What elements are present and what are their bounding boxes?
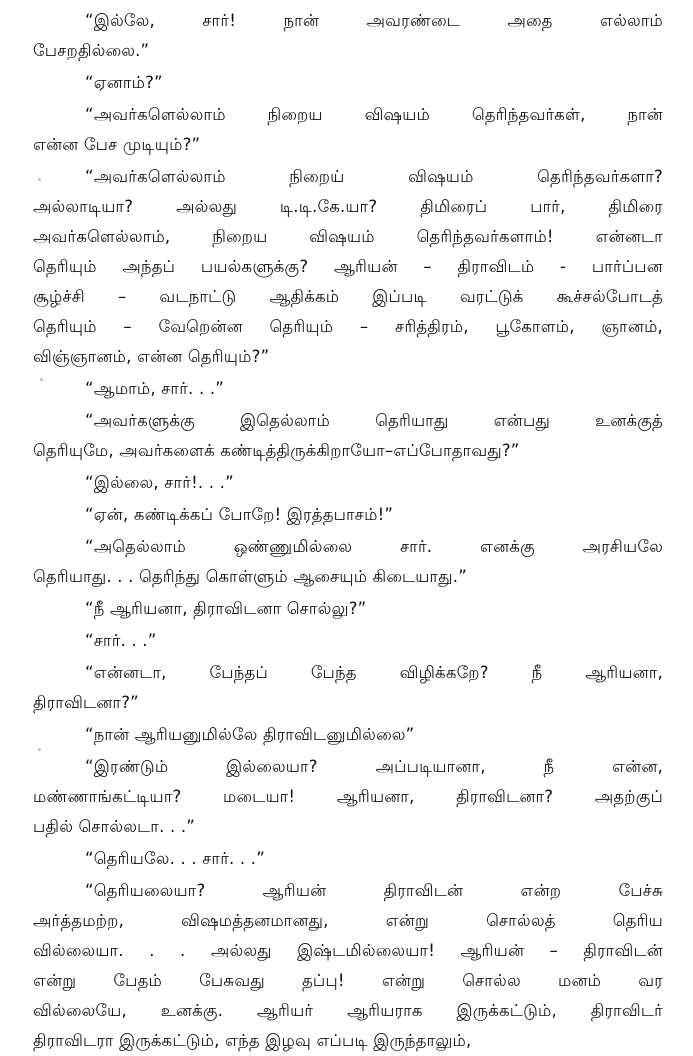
text-line: மண்ணாங்கட்டியா? மடையா! ஆரியனா, திராவிடனா? அதற்குப் bbox=[33, 787, 663, 806]
text-line: என்று பேதம் பேசுவது தப்பு! என்று சொல்ல மனம் வர bbox=[33, 971, 663, 990]
dialogue-paragraph bbox=[33, 532, 663, 592]
print-speck bbox=[38, 748, 41, 751]
text-line: “நான் ஆரியனுமில்லே திராவிடனுமில்லை” bbox=[85, 725, 415, 744]
dialogue-paragraph bbox=[33, 844, 663, 874]
text-line: அல்லாடியா? அல்லது டி.டி.கே.யா? திமிரைப் பார், திமிரை bbox=[33, 197, 663, 216]
text-line: “இல்லே, சார்! நான் அவரண்டை அதை எல்லாம் bbox=[85, 11, 663, 30]
text-line: பதில் சொல்லடா. . .” bbox=[33, 817, 196, 836]
text-line: “நீ ஆரியனா, திராவிடனா சொல்லு?” bbox=[85, 599, 367, 618]
text-line: என்ன பேச முடியும்?” bbox=[33, 135, 201, 154]
dialogue-paragraph bbox=[33, 68, 663, 98]
text-line: வில்லையா. . . அல்லது இஷ்டமில்லையா! ஆரியன் – திராவிடன் bbox=[33, 941, 663, 960]
text-line: விஞ்ஞானம், என்ன தெரியும்?” bbox=[33, 347, 270, 366]
text-line: “இல்லை, சார்!. . .” bbox=[85, 473, 234, 492]
text-line: “அவர்களெல்லாம் நிறைய விஷயம் தெரிந்தவர்கள், நான் bbox=[85, 105, 663, 124]
text-line: அவர்களெல்லாம், நிறைய விஷயம் தெரிந்தவர்களாம்! என்னடா bbox=[33, 227, 663, 246]
text-line: “தெரியலையா? ஆரியன் திராவிடன் என்ற பேச்சு bbox=[85, 881, 663, 900]
dialogue-paragraph bbox=[33, 6, 663, 66]
text-line: சூழ்ச்சி – வடநாட்டு ஆதிக்கம் இப்படி வரட்டுக் கூச்சல்போடத் bbox=[33, 287, 663, 306]
text-line: வில்லையே, உனக்கு. ஆரியர் ஆரியராக இருக்கட்டும், திராவிடர் bbox=[33, 1001, 663, 1020]
text-line: “அவர்களெல்லாம் நிறைய் விஷயம் தெரிந்தவர்களா? bbox=[85, 167, 663, 186]
dialogue-paragraph bbox=[33, 374, 663, 404]
text-line: “சார். . .” bbox=[85, 631, 157, 650]
text-line: பேசறதில்லை.” bbox=[33, 41, 150, 60]
dialogue-paragraph bbox=[33, 720, 663, 750]
text-line: “என்னடா, பேந்தப் பேந்த விழிக்கறே? நீ ஆரியனா, bbox=[85, 663, 663, 682]
dialogue-paragraph bbox=[33, 162, 663, 372]
text-line: “தெரியலே. . . சார். . .” bbox=[85, 849, 265, 868]
text-line: திராவிடனா?” bbox=[33, 693, 139, 712]
text-line: தெரியும் – வேறென்ன தெரியும் – சரித்திரம், பூகோளம், ஞானம், bbox=[33, 317, 663, 336]
page-text-body bbox=[33, 6, 663, 1056]
text-line: “ஏன், கண்டிக்கப் போறே! இரத்தபாசம்!” bbox=[85, 505, 394, 524]
dialogue-paragraph bbox=[33, 626, 663, 656]
text-line: “அவர்களுக்கு இதெல்லாம் தெரியாது என்பது உனக்குத் bbox=[85, 411, 663, 430]
dialogue-paragraph bbox=[33, 752, 663, 842]
dialogue-paragraph bbox=[33, 658, 663, 718]
dialogue-paragraph bbox=[33, 468, 663, 498]
text-line: “ஏனாம்?” bbox=[85, 73, 163, 92]
text-line: தெரியும் அந்தப் பயல்களுக்கு? ஆரியன் – திராவிடம் - பார்ப்பன bbox=[33, 257, 663, 276]
dialogue-paragraph bbox=[33, 406, 663, 466]
text-line: திராவிடரா இருக்கட்டும், எந்த இழவு எப்படி இருந்தாலும், bbox=[33, 1031, 472, 1050]
text-line: தெரியுமே, அவர்களைக் கண்டித்திருக்கிறாயோ–எப்போதாவது?” bbox=[33, 441, 520, 460]
text-line: “ஆமாம், சார். . .” bbox=[85, 379, 225, 398]
text-line: அர்த்தமற்ற, விஷமத்தனமானது, என்று சொல்லத் தெரிய bbox=[33, 911, 663, 930]
print-speck bbox=[38, 178, 41, 181]
dialogue-paragraph bbox=[33, 594, 663, 624]
text-line: “இரண்டும் இல்லையா? அப்படியானா, நீ என்ன, bbox=[85, 757, 663, 776]
dialogue-paragraph bbox=[33, 876, 663, 1056]
text-line: “அதெல்லாம் ஒண்ணுமில்லை சார். எனக்கு அரசியலே bbox=[85, 537, 663, 556]
text-line: தெரியாது. . . தெரிந்து கொள்ளும் ஆசையும் கிடையாது.” bbox=[33, 567, 467, 586]
print-speck bbox=[40, 378, 43, 381]
dialogue-paragraph bbox=[33, 500, 663, 530]
dialogue-paragraph bbox=[33, 100, 663, 160]
